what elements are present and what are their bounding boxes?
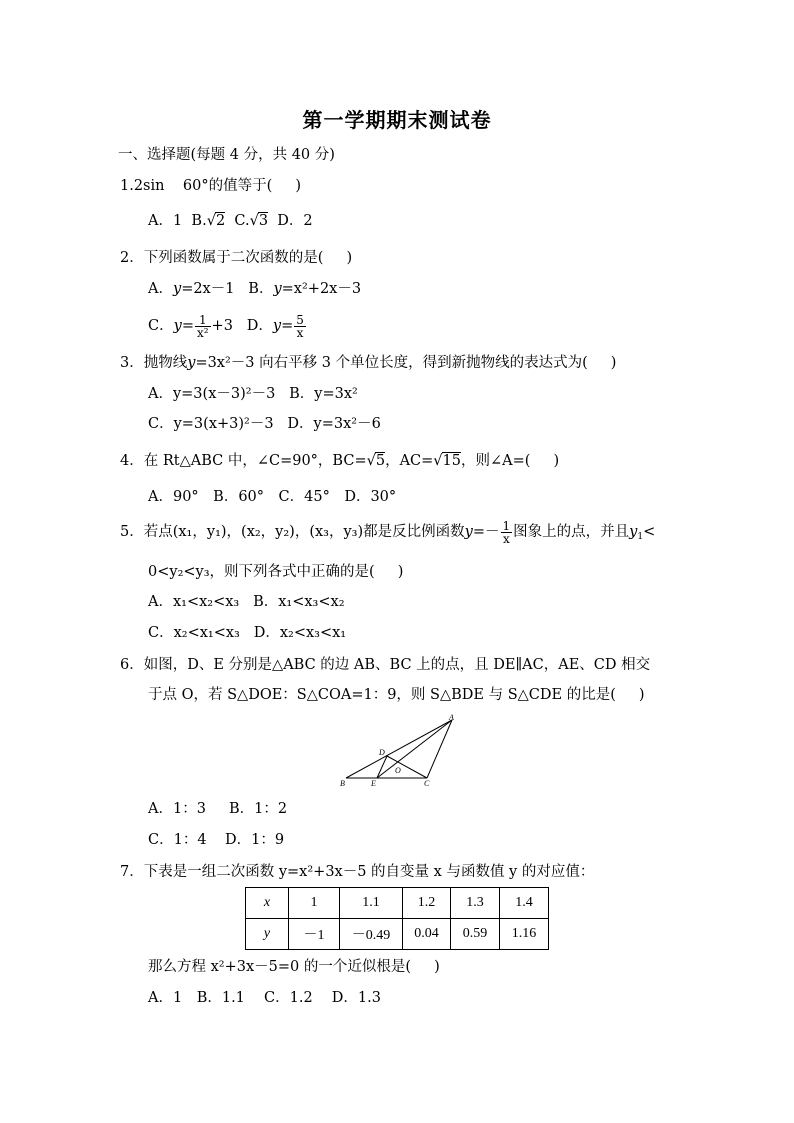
question-6: 6．如图，D、E 分别是△ABC 的边 AB、BC 上的点，且 DE∥AC，AE、CD 相交 xyxy=(120,657,651,673)
vertex-label-d: D xyxy=(379,748,385,757)
q5-option-c: C．x₂<x₁<x₃ xyxy=(148,625,240,641)
q1-option-d: D．2 xyxy=(277,213,313,229)
q7-follow-end: ) xyxy=(434,959,440,975)
sqrt-radicand: 15 xyxy=(442,453,461,469)
q3-option-d: D．y=3x²－6 xyxy=(287,416,381,432)
question-4: 4．在 Rt△ABC 中，∠C=90°，BC=√5，AC=√15，则∠A=( ) xyxy=(120,453,560,469)
question-6-cont xyxy=(148,685,645,705)
q2-option-d: D．y= $\frac{5}{x}$ xyxy=(246,312,304,340)
vertex-label-a: A xyxy=(449,713,454,722)
q5-option-b: B．x₁<x₃<x₂ xyxy=(253,594,345,610)
q5-stem-b: 图象上的点，并且 xyxy=(513,524,630,540)
q6-option-c: C．1：4 xyxy=(148,832,207,848)
q7-follow: 那么方程 x²+3x－5=0 的一个近似根是( xyxy=(148,959,412,975)
q6-options-ab xyxy=(148,799,287,819)
q1-options xyxy=(148,211,313,231)
fraction: $\frac{1}{\text{x²}}$ xyxy=(196,312,209,340)
q6-stem-c: ) xyxy=(638,687,645,703)
q3-options-cd xyxy=(148,414,381,434)
q6-option-a: A．1：3 xyxy=(148,801,206,817)
q3-option-c: C．y=3(x+3)²－3 xyxy=(148,416,274,432)
q3-option-a: A．y=3(x－3)²－3 xyxy=(148,386,276,402)
q5-option-a: A．x₁<x₂<x₃ xyxy=(148,594,240,610)
table-cell: －0.49 xyxy=(340,919,403,950)
q1-option-b: B.√2 xyxy=(191,213,226,229)
table-cell: x xyxy=(246,888,289,919)
vertex-label-b: B xyxy=(340,779,345,788)
q4-stem-b: ，AC= xyxy=(385,453,434,469)
q1-option-c: C.√3 xyxy=(234,213,269,229)
q1-stem-c: ) xyxy=(295,178,301,194)
fraction: $\frac{1}{x}$ xyxy=(502,518,511,546)
page-title: 第一学期期末测试卷 xyxy=(302,108,492,132)
question-1 xyxy=(120,176,301,196)
sqrt-radicand: 3 xyxy=(258,213,269,229)
question-5-cont xyxy=(148,562,403,582)
q5-option-d: D．x₂<x₃<x₁ xyxy=(253,625,347,641)
vertex-label-c: C xyxy=(424,779,430,788)
table-cell: 0.59 xyxy=(451,919,500,950)
q3-stem-c: ) xyxy=(610,355,617,371)
q6-option-d: D．1：9 xyxy=(224,832,285,848)
value-table xyxy=(245,887,549,950)
table-cell: 0.04 xyxy=(403,919,451,950)
vertex-label-o: O xyxy=(395,766,401,775)
q2-stem-end: ) xyxy=(346,250,353,266)
question-7: 7．下表是一组二次函数 y=x²+3x－5 的自变量 x 与函数值 y 的对应值： xyxy=(120,864,595,880)
q2-option-c: C．y= $\frac{1}{\text{x²}}$ +3 xyxy=(148,312,233,340)
sqrt-radicand: 5 xyxy=(375,453,386,469)
table-cell: －1 xyxy=(289,919,340,950)
question-3: 3．抛物线y=3x²－3 向右平移 3 个单位长度，得到新抛物线的表达式为( ) xyxy=(120,355,617,371)
q5-stem-d: ) xyxy=(397,564,404,580)
q5-stem-c: 0<y₂<y₃，则下列各式中正确的是( xyxy=(148,564,375,580)
vertex-label-e: E xyxy=(371,779,376,788)
q2-stem: 2．下列函数属于二次函数的是( xyxy=(120,250,324,266)
q1-stem-a: 1.2sin xyxy=(120,178,165,194)
q4-stem-d: ) xyxy=(553,453,560,469)
sqrt-radicand: 2 xyxy=(215,213,226,229)
q4-stem-a: 4．在 Rt△ABC 中，∠C=90°，BC= xyxy=(120,453,367,469)
q1-stem-b: 60°的值等于( xyxy=(182,178,273,194)
q2-option-a: A．y=2x－1 xyxy=(148,281,235,297)
q6-option-b: B．1：2 xyxy=(228,801,288,817)
q4-options: A．90° B．60° C．45° D．30° xyxy=(148,489,397,505)
question-2 xyxy=(120,248,352,268)
table-cell: y xyxy=(246,919,289,950)
table-cell: 1.1 xyxy=(340,888,403,919)
q3-stem-b: =3x²－3 向右平移 3 个单位长度，得到新抛物线的表达式为( xyxy=(195,355,588,371)
q3-option-b: B．y=3x² xyxy=(289,386,358,402)
q6-options-cd xyxy=(148,830,284,850)
triangle-figure xyxy=(335,712,465,792)
table-cell: 1.2 xyxy=(403,888,451,919)
table-cell: 1 xyxy=(289,888,340,919)
table-cell: 1.3 xyxy=(451,888,500,919)
q3-options-ab xyxy=(148,384,358,404)
q4-stem-c: ，则∠A=( xyxy=(461,453,531,469)
q1-option-a: A．1 xyxy=(148,213,183,229)
q5-options-cd xyxy=(148,623,346,643)
q5-options-ab xyxy=(148,592,345,612)
q2-options-cd xyxy=(148,306,307,346)
fraction: $\frac{5}{x}$ xyxy=(296,312,304,340)
q5-stem-a: 5．若点(x₁，y₁)，(x₂，y₂)，(x₃，y₃)都是反比例函数 xyxy=(120,524,465,540)
table-row-x xyxy=(246,888,549,919)
question-5: 5．若点(x₁，y₁)，(x₂，y₂)，(x₃，y₃)都是反比例函数y=－ $\frac{1}{x}$ 图象上的点，并且$y_1<$ xyxy=(120,518,656,546)
q2-options-ab xyxy=(148,279,361,299)
table-row-y xyxy=(246,919,549,950)
q3-stem-a: 3．抛物线 xyxy=(120,355,188,371)
q6-stem-b: 于点 O，若 S△DOE：S△COA=1：9，则 S△BDE 与 S△CDE 的比是( xyxy=(148,687,616,703)
question-7-follow xyxy=(148,957,440,977)
q7-options: A．1 B．1.1 C．1.2 D．1.3 xyxy=(148,990,381,1006)
table-cell: 1.4 xyxy=(500,888,549,919)
table-cell: 1.16 xyxy=(500,919,549,950)
section-heading: 一、选择题(每题 4 分，共 40 分) xyxy=(118,147,335,163)
q2-option-b: B．y=x²+2x－3 xyxy=(248,281,362,297)
